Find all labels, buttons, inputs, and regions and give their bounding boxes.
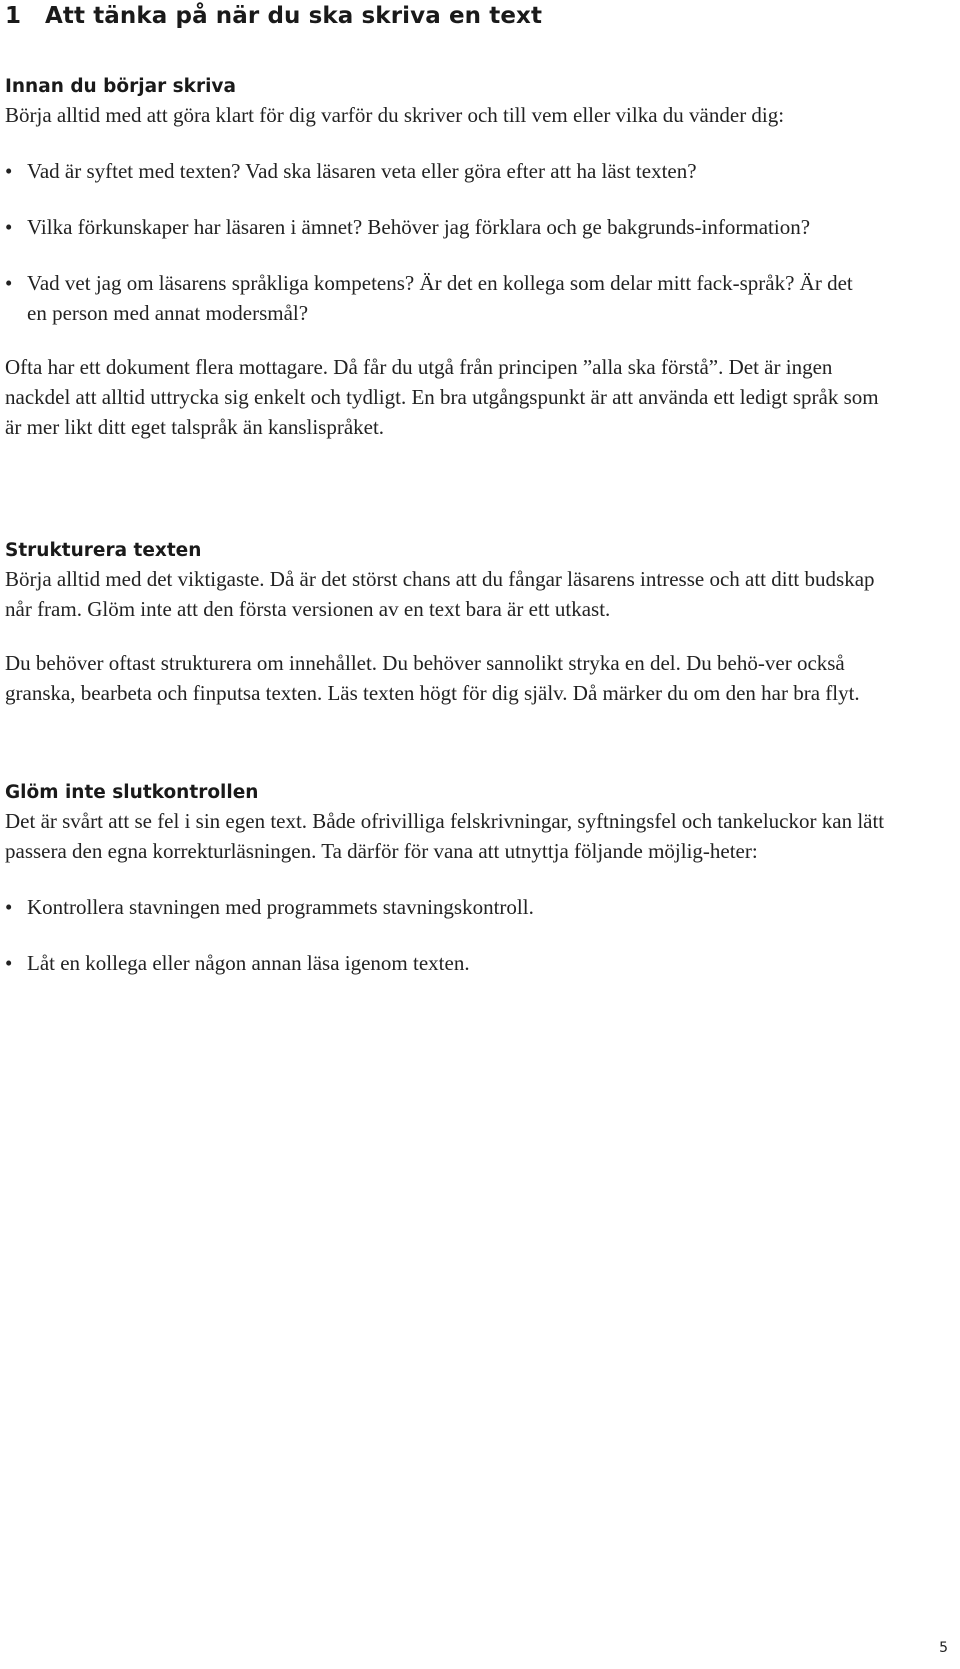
list-item: [5, 156, 885, 186]
paragraph: Börja alltid med det viktigaste. Då är det störst chans att du fångar läsarens intresse och att ditt budskap når fram. Glöm inte att den första versionen av en text bara är ett utkast.: [5, 567, 875, 621]
list-item-text: Kontrollera stavningen med programmets stavningskontroll.: [27, 895, 534, 919]
section-heading: Strukturera texten: [5, 540, 202, 561]
chapter-title: [5, 2, 945, 30]
section-heading: Glöm inte slutkontrollen: [5, 782, 259, 803]
chapter-number: 1: [5, 3, 22, 29]
list-item: [5, 892, 885, 922]
section-structure: [5, 538, 935, 708]
paragraph: Du behöver oftast strukturera om innehållet. Du behöver sannolikt stryka en del. Du behö-ver också granska, bearbeta och finputsa texten. Läs texten högt för dig själv. Då märker du om den har bra flyt.: [5, 651, 860, 705]
section-before-writing: [5, 74, 935, 442]
bullet-icon: •: [5, 215, 13, 239]
list-item: [5, 268, 857, 328]
paragraph: Börja alltid med att göra klart för dig varför du skriver och till vem eller vilka du vänder dig:: [5, 103, 785, 127]
section-final-check: [5, 780, 935, 978]
chapter-title-text: Att tänka på när du ska skriva en text: [45, 3, 543, 29]
bullet-icon: •: [5, 951, 13, 975]
paragraph: Ofta har ett dokument flera mottagare. Då får du utgå från principen ”alla ska förstå”. Det är ingen nackdel att alltid uttrycka sig enkelt och tydligt. En bra utgångspunkt är att använda ett ledigt språk som är mer likt ditt eget talspråk än kanslispråket.: [5, 355, 879, 439]
bullet-list: [5, 156, 885, 328]
bullet-icon: •: [5, 271, 13, 295]
list-item-text: Låt en kollega eller någon annan läsa igenom texten.: [27, 951, 470, 975]
list-item: [5, 212, 827, 242]
list-item-text: Vilka förkunskaper har läsaren i ämnet? Behöver jag förklara och ge bakgrunds-information?: [27, 215, 811, 239]
paragraph: Det är svårt att se fel i sin egen text. Både ofrivilliga felskrivningar, syftningsfel och tankeluckor kan lätt passera den egna korrekturläsningen. Ta därför för vana att utnyttja följande möjlig-heter:: [5, 809, 885, 863]
section-heading: Innan du börjar skriva: [5, 76, 236, 97]
page-number: 5: [939, 1640, 948, 1656]
list-item-text: Vad är syftet med texten? Vad ska läsaren veta eller göra efter att ha läst texten?: [27, 159, 697, 183]
document-page: [5, 0, 945, 975]
list-item: [5, 948, 885, 978]
bullet-list: [5, 892, 885, 978]
list-item-text: Vad vet jag om läsarens språkliga kompetens? Är det en kollega som delar mitt fack-språk? Är det en person med annat modersmål?: [27, 271, 853, 325]
bullet-icon: •: [5, 159, 13, 183]
bullet-icon: •: [5, 895, 13, 919]
